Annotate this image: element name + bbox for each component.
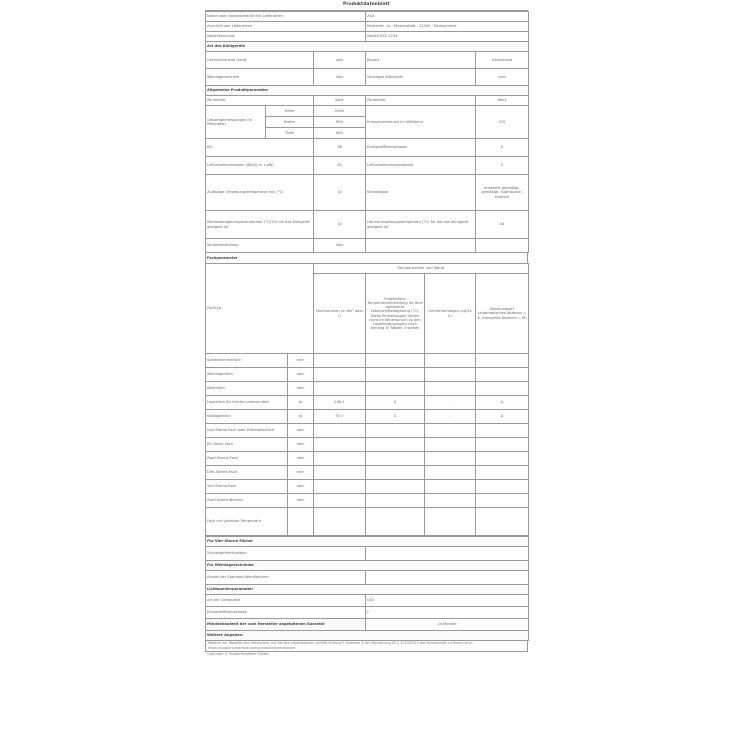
- table-cell: [476, 438, 529, 452]
- table-cell: Zwei-Sterne-Fach: [206, 452, 288, 466]
- table-cell: Energieeffizienzklasse: [206, 607, 366, 619]
- table-cell: [425, 452, 476, 466]
- comp-type-header: Fachtyp: [206, 264, 314, 354]
- table-cell: [476, 452, 529, 466]
- table-cell: nein: [288, 424, 314, 438]
- section-more-info: Weitere Angaben:: [206, 631, 529, 641]
- table-cell: Zwei-Sterne-Bereich: [206, 494, 288, 508]
- table-cell: [476, 354, 529, 368]
- section-general-parameters: Allgemeine Produktparameter: [206, 86, 529, 96]
- cell: 2000: [314, 106, 366, 117]
- table-row: [206, 452, 529, 466]
- cell: Höhe: [266, 106, 314, 117]
- extra-table: [205, 536, 529, 641]
- cell: Breite: [266, 117, 314, 128]
- table-cell: [425, 368, 476, 382]
- header-cell: Wert: [476, 96, 529, 106]
- section-wine: Für Weinlagerschränke: [206, 561, 529, 571]
- table-cell: Null-Sterne-Fach oder Eisbereiterfach: [206, 424, 288, 438]
- table-cell: [366, 354, 425, 368]
- address-value: Musterstr. 1a · Musterstadt · 12345 · Deutschland: [366, 22, 529, 32]
- table-cell: [314, 494, 366, 508]
- table-cell: [288, 508, 314, 536]
- address-label: Anschrift des Lieferanten: [206, 22, 366, 32]
- table-cell: Schnellgefrierfunktion: [206, 547, 366, 561]
- table-cell: [476, 494, 529, 508]
- table-cell: nein: [288, 480, 314, 494]
- cell: [476, 239, 529, 253]
- table-cell: [476, 466, 529, 480]
- table-row: [206, 264, 529, 274]
- table-cell: [366, 382, 425, 396]
- table-cell: Anzahl der Standard-Weinflaschen: [206, 571, 366, 585]
- table-cell: [366, 466, 425, 480]
- table-cell: Art der Lichtquelle: [206, 595, 366, 607]
- table-cell: Kaltlagerfach: [206, 410, 288, 424]
- header-cell: Empfohlene Temperatureinstellung für eine optimierte Lebensmittellagerung (°C). Diese Einstellungen dürfen nicht im Widerspruch zu den Lagerbedingungen nach Anhang IV Tabelle 3 stehen: [366, 274, 425, 354]
- cell: erweitert gemäßigt, gemäßigt, subtropisch, tropisch: [476, 175, 529, 211]
- table-cell: [314, 508, 366, 536]
- table-cell: [425, 480, 476, 494]
- table-cell: Fach mit variabler Temperatur: [206, 508, 288, 536]
- table-cell: [366, 547, 529, 561]
- table-cell: Vier-Sterne-Fach: [206, 480, 288, 494]
- page-title: Produktdatenblatt: [205, 0, 528, 11]
- cell: Weinlagerschrank: [206, 69, 314, 86]
- cell: 43: [476, 211, 529, 239]
- table-cell: [314, 382, 366, 396]
- cell: EEI: [206, 139, 314, 157]
- table-cell: [425, 382, 476, 396]
- cell: Geräuscharmes Gerät: [206, 52, 314, 69]
- product-datasheet: [205, 0, 528, 657]
- table-cell: [476, 368, 529, 382]
- dimensions-label: Gesamtabmessungen (in Millimeter): [206, 106, 266, 139]
- table-cell: [366, 494, 425, 508]
- table-cell: [425, 508, 476, 536]
- table-cell: [366, 480, 425, 494]
- energy-label: Energieverbrauch (in kWh/Jahr): [366, 106, 476, 139]
- table-cell: [314, 452, 366, 466]
- table-cell: [366, 424, 425, 438]
- table-row: [206, 438, 529, 452]
- cell: Klimaklasse: [366, 175, 476, 211]
- table-cell: [314, 480, 366, 494]
- header-cell: Gefriervermögen (kg/24 h): [425, 274, 476, 354]
- table-row: [206, 52, 529, 69]
- table-cell: [425, 466, 476, 480]
- table-cell: [366, 368, 425, 382]
- table-row: [206, 571, 529, 585]
- energy-value: 270: [476, 106, 529, 139]
- table-cell: [314, 354, 366, 368]
- table-cell: 0: [366, 410, 425, 424]
- table-cell: [366, 452, 425, 466]
- cell: Luftschallemissionen (dB(A) re 1 pW): [206, 157, 314, 175]
- cell: 660: [314, 128, 366, 139]
- table-cell: [425, 354, 476, 368]
- table-row: [206, 175, 529, 211]
- table-row: [206, 382, 529, 396]
- table-row: [206, 466, 529, 480]
- table-cell: nein: [288, 354, 314, 368]
- table-row: [206, 508, 529, 536]
- datasheet-table: [205, 11, 529, 253]
- table-cell: [314, 466, 366, 480]
- cell: 10: [314, 211, 366, 239]
- cell: Höchstumgebungstemperatur (°C) für die das Kühlgerät geeignet ist: [366, 211, 476, 239]
- cell: Luftschallemissionsklasse: [366, 157, 476, 175]
- table-cell: [366, 438, 425, 452]
- comp-group-header: Fachparameter und Werte: [314, 264, 529, 274]
- table-cell: nein: [288, 382, 314, 396]
- table-row: [206, 354, 529, 368]
- table-row: [206, 595, 529, 607]
- table-cell: 246,1: [314, 396, 366, 410]
- table-cell: 97,7: [314, 410, 366, 424]
- cell: Mindestumgebungstemperatur (°C) für die das Kühlgerät geeignet ist: [206, 211, 314, 239]
- footer-weblink: Weblink zur Website des Herstellers, auf der die Informationen gemäß Anhang II Nummer 4 der Verordnung (EU) 2019/2023 der Kommission zu finden sind: https://support.example.com/produktinformationen: [205, 641, 528, 652]
- table-cell: ja: [288, 410, 314, 424]
- table-row: [206, 12, 529, 22]
- table-row: [206, 139, 529, 157]
- table-row: [206, 239, 529, 253]
- cell: E: [476, 139, 529, 157]
- cell: Tiefe: [266, 128, 314, 139]
- table-row: [206, 106, 529, 117]
- cell: nein: [314, 239, 366, 253]
- table-cell: Weinlagerfach: [206, 368, 288, 382]
- table-row: [206, 494, 529, 508]
- cell: 10: [314, 175, 366, 211]
- table-cell: Kellerfach: [206, 382, 288, 396]
- table-cell: [476, 382, 529, 396]
- table-cell: F: [366, 607, 529, 619]
- table-cell: Ein-Stern-Fach: [206, 438, 288, 452]
- compartment-table: [205, 263, 529, 536]
- cell: nein: [314, 52, 366, 69]
- cell: 600: [314, 117, 366, 128]
- cell: nein: [314, 69, 366, 86]
- table-cell: A: [476, 396, 529, 410]
- cell: 40: [314, 157, 366, 175]
- table-cell: [425, 438, 476, 452]
- table-row: [206, 396, 529, 410]
- cell: Zulässige Umgebungstemperatur min (°C): [206, 175, 314, 211]
- table-row: [206, 22, 529, 32]
- table-cell: [425, 424, 476, 438]
- table-cell: -: [425, 410, 476, 424]
- table-cell: nein: [288, 466, 314, 480]
- supplier-value: XXX: [366, 12, 529, 22]
- table-cell: [476, 424, 529, 438]
- table-row: [206, 368, 529, 382]
- header-cell: Parameter: [206, 96, 314, 106]
- table-row: [206, 547, 529, 561]
- section-compartment-parameters: Fachparameter: [205, 253, 528, 263]
- cell: Bauart: [366, 52, 476, 69]
- cell: C: [476, 157, 529, 175]
- table-row: [206, 157, 529, 175]
- header-cell: Wert: [314, 96, 366, 106]
- table-cell: LED: [366, 595, 529, 607]
- warranty-label: Mindestlaufzeit der vom Hersteller angebotenen Garantie: [206, 619, 366, 631]
- table-cell: [476, 480, 529, 494]
- table-cell: Speisekammerfach: [206, 354, 288, 368]
- table-row: [206, 424, 529, 438]
- warranty-value: 24 Monate: [366, 619, 529, 631]
- table-cell: nein: [288, 438, 314, 452]
- table-cell: [314, 438, 366, 452]
- table-cell: [314, 424, 366, 438]
- table-cell: Lagerfach für frische Lebensmittel: [206, 396, 288, 410]
- supplier-label: Name oder Handelsmarke des Lieferanten: [206, 12, 366, 22]
- table-row: [206, 69, 529, 86]
- table-cell: [366, 571, 529, 585]
- table-cell: nein: [288, 494, 314, 508]
- table-cell: -: [425, 396, 476, 410]
- table-row: [206, 96, 529, 106]
- table-cell: ja: [288, 396, 314, 410]
- header-cell: Parameter: [366, 96, 476, 106]
- table-cell: nein: [288, 368, 314, 382]
- table-row: [206, 32, 529, 42]
- section-light-source: Lichtquellenparameter: [206, 585, 529, 595]
- table-cell: nein: [288, 452, 314, 466]
- footer-copyright: Copyright © Musterhersteller GmbH: [207, 652, 269, 656]
- table-cell: A: [476, 410, 529, 424]
- table-cell: Drei-Sterne-Fach: [206, 466, 288, 480]
- table-cell: [314, 368, 366, 382]
- table-row: [206, 410, 529, 424]
- model-value: Modell XYZ 1234: [366, 32, 529, 42]
- table-row: [206, 211, 529, 239]
- table-row: [206, 480, 529, 494]
- cell: Wintereinstellung: [206, 239, 314, 253]
- model-label: Modellkennung: [206, 32, 366, 42]
- header-cell: Abtauungsart (automatisches Abtauen = A, manuelles Abtauen = M): [476, 274, 529, 354]
- table-row: [206, 619, 529, 631]
- cell: nein: [476, 69, 529, 86]
- table-cell: 4: [366, 396, 425, 410]
- cell: Sonstiges Kühlgerät: [366, 69, 476, 86]
- cell: Energieeffizienzklasse: [366, 139, 476, 157]
- table-cell: [476, 508, 529, 536]
- cell: 98: [314, 139, 366, 157]
- cell: [366, 239, 476, 253]
- section-four-star: Für Vier-Sterne-Fächer: [206, 537, 529, 547]
- header-cell: Fachvolumen (in dm³ oder l): [314, 274, 366, 354]
- cell: freistehend: [476, 52, 529, 69]
- table-cell: [366, 508, 425, 536]
- section-appliance-type: Art des Kühlgeräts: [206, 42, 529, 52]
- table-row: [206, 607, 529, 619]
- table-cell: [425, 494, 476, 508]
